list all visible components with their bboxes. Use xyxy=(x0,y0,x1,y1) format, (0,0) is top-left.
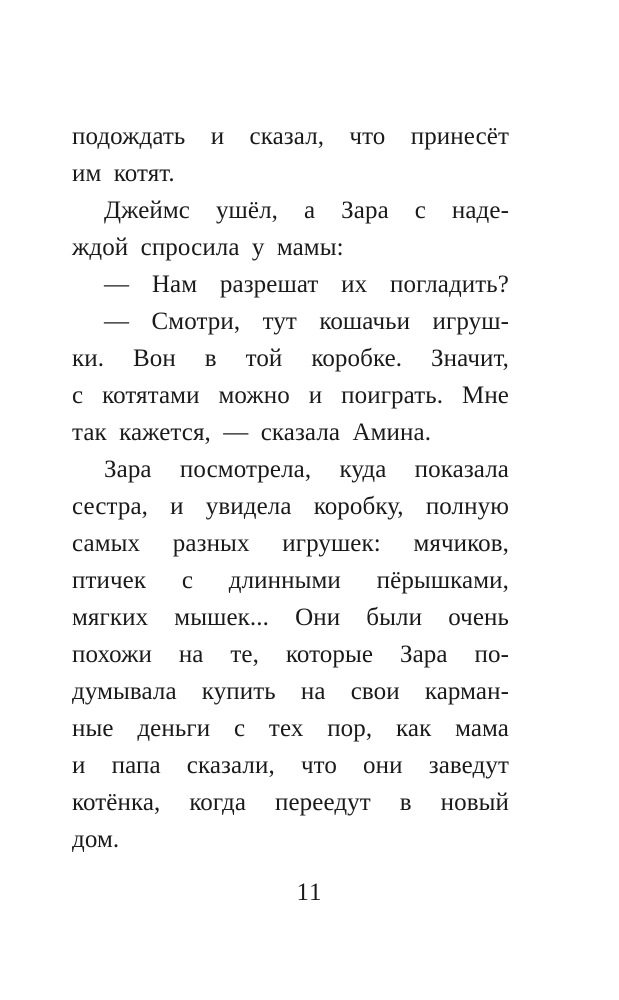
text-line: самых разных игрушек: мячиков, xyxy=(72,530,509,557)
text-line: птичек с длинными пёрышками, xyxy=(72,567,509,594)
page-body-text xyxy=(72,118,509,858)
text-line: думывала купить на свои карман- xyxy=(72,678,509,705)
text-line: ждой спросила у мамы: xyxy=(72,234,344,261)
text-line: подождать и сказал, что принесёт xyxy=(72,123,509,150)
text-line: похожи на те, которые Зара по- xyxy=(72,641,509,668)
text-line: дом. xyxy=(72,826,120,853)
text-line: котёнка, когда переедут в новый xyxy=(72,789,509,816)
text-line: сестра, и увидела коробку, полную xyxy=(72,493,509,520)
text-line: так кажется, — сказала Амина. xyxy=(72,419,432,446)
text-line: Зара посмотрела, куда показала xyxy=(104,456,509,483)
page-number: 11 xyxy=(296,879,323,906)
text-line: — Нам разрешат их погладить? xyxy=(104,271,509,298)
text-line: и папа сказали, что они заведут xyxy=(72,752,509,779)
text-line: ки. Вон в той коробке. Значит, xyxy=(72,345,509,372)
text-line: им котят. xyxy=(72,160,175,187)
text-line: — Смотри, тут кошачьи игруш- xyxy=(104,308,509,335)
text-line: Джеймс ушёл, а Зара с наде- xyxy=(104,197,509,224)
text-line: ные деньги с тех пор, как мама xyxy=(72,715,509,742)
text-line: с котятами можно и поиграть. Мне xyxy=(72,382,509,409)
text-line: мягких мышек... Они были очень xyxy=(72,604,509,631)
